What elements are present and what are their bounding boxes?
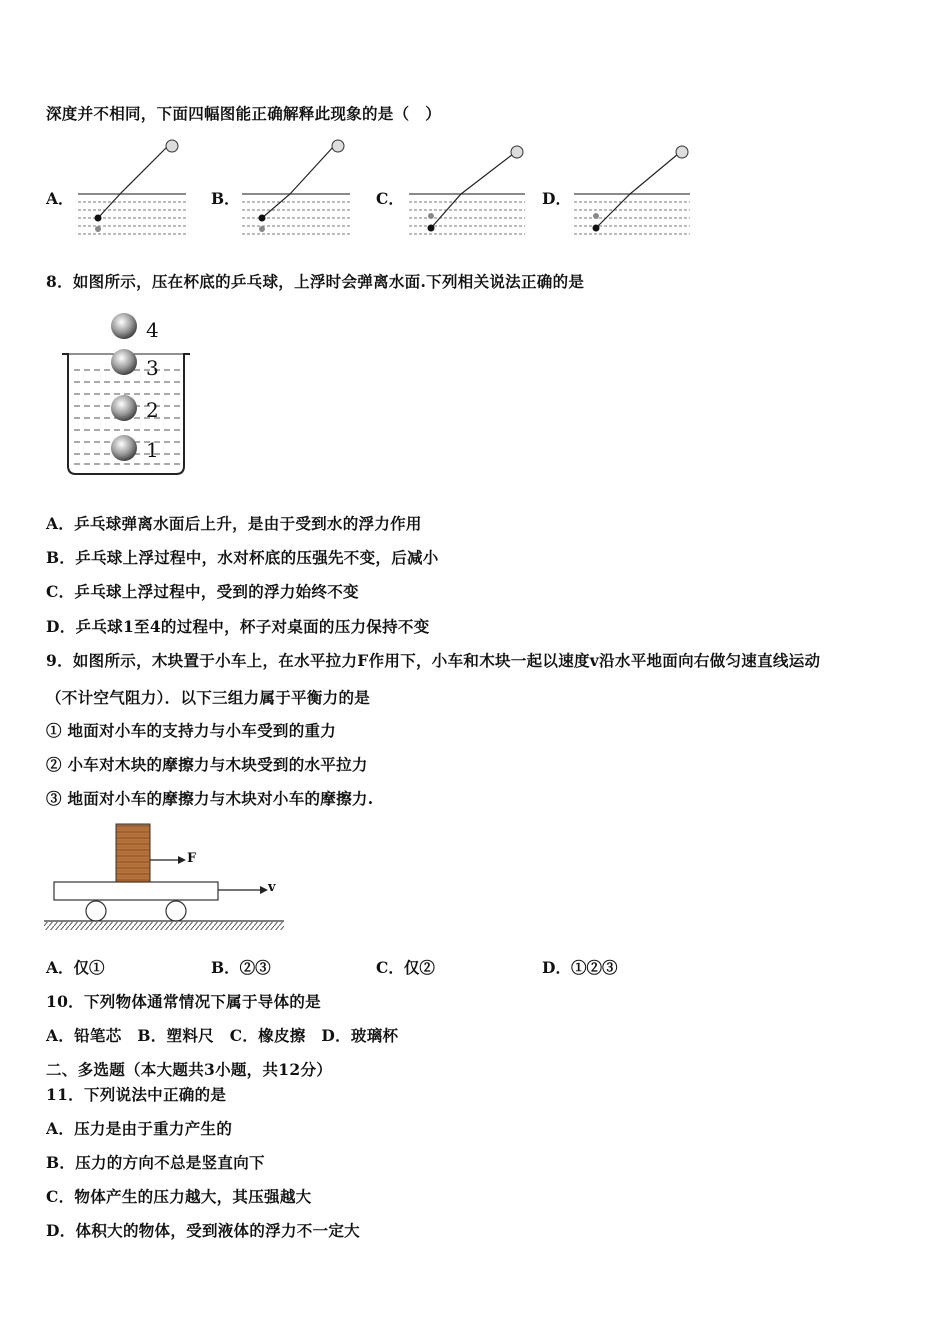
q8-stem: 8．如图所示，压在杯底的乒乓球，上浮时会弹离水面.下列相关说法正确的是 xyxy=(46,272,585,291)
q11-option-d[interactable]: D．体积大的物体，受到液体的浮力不一定大 xyxy=(46,1221,360,1240)
q7-option-c-label[interactable]: C． xyxy=(376,189,404,208)
velocity-label: v xyxy=(268,880,276,895)
q9-item-3: ③ 地面对小车的摩擦力与木块对小车的摩擦力. xyxy=(46,789,374,808)
q9-option-a[interactable]: A．仅① xyxy=(46,958,105,977)
q11-stem: 11．下列说法中正确的是 xyxy=(46,1085,227,1104)
q8-option-b[interactable]: B．乒乓球上浮过程中，水对杯底的压强先不变，后减小 xyxy=(46,548,439,567)
q9-option-c[interactable]: C．仅② xyxy=(376,958,435,977)
q9-cart-figure xyxy=(44,818,294,936)
q11-option-c[interactable]: C．物体产生的压力越大，其压强越大 xyxy=(46,1187,312,1206)
ball-label-1: 1 xyxy=(146,438,159,462)
q7-figure-b xyxy=(238,134,354,240)
section-2-title: 二、多选题（本大题共3小题，共12分） xyxy=(46,1060,333,1079)
q7-option-b-label[interactable]: B． xyxy=(211,189,240,208)
q7-option-d-label[interactable]: D． xyxy=(542,189,571,208)
q8-option-d[interactable]: D．乒乓球1至4的过程中，杯子对桌面的压力保持不变 xyxy=(46,617,430,636)
ball-label-2: 2 xyxy=(146,398,159,422)
q9-option-d[interactable]: D．①②③ xyxy=(542,958,618,977)
q7-figure-a xyxy=(74,134,190,240)
ball-label-3: 3 xyxy=(146,356,159,380)
q9-option-b[interactable]: B．②③ xyxy=(211,958,271,977)
q8-beaker-figure xyxy=(56,306,196,482)
q8-option-c[interactable]: C．乒乓球上浮过程中，受到的浮力始终不变 xyxy=(46,582,359,601)
q10-options[interactable]: A．铅笔芯 B．塑料尺 C．橡皮擦 D．玻璃杯 xyxy=(46,1026,399,1045)
q7-figure-d xyxy=(570,140,694,240)
q11-option-a[interactable]: A．压力是由于重力产生的 xyxy=(46,1119,233,1138)
q9-stem-line1: 9．如图所示，木块置于小车上，在水平拉力F作用下，小车和木块一起以速度v沿水平地面向右做匀速直线运动 xyxy=(46,651,821,670)
q7-figure-c xyxy=(405,140,529,240)
q9-item-2: ② 小车对木块的摩擦力与木块受到的水平拉力 xyxy=(46,755,368,774)
q10-stem: 10．下列物体通常情况下属于导体的是 xyxy=(46,992,321,1011)
q8-option-a[interactable]: A．乒乓球弹离水面后上升，是由于受到水的浮力作用 xyxy=(46,514,422,533)
q7-stem-tail: 深度并不相同，下面四幅图能正确解释此现象的是（ ） xyxy=(46,104,442,123)
q9-stem-line2: （不计空气阻力）．以下三组力属于平衡力的是 xyxy=(46,688,371,707)
q7-option-a-label[interactable]: A． xyxy=(46,189,74,208)
force-label: F xyxy=(187,851,197,866)
q11-option-b[interactable]: B．压力的方向不总是竖直向下 xyxy=(46,1153,265,1172)
ball-label-4: 4 xyxy=(146,318,159,342)
q9-item-1: ① 地面对小车的支持力与小车受到的重力 xyxy=(46,721,337,740)
